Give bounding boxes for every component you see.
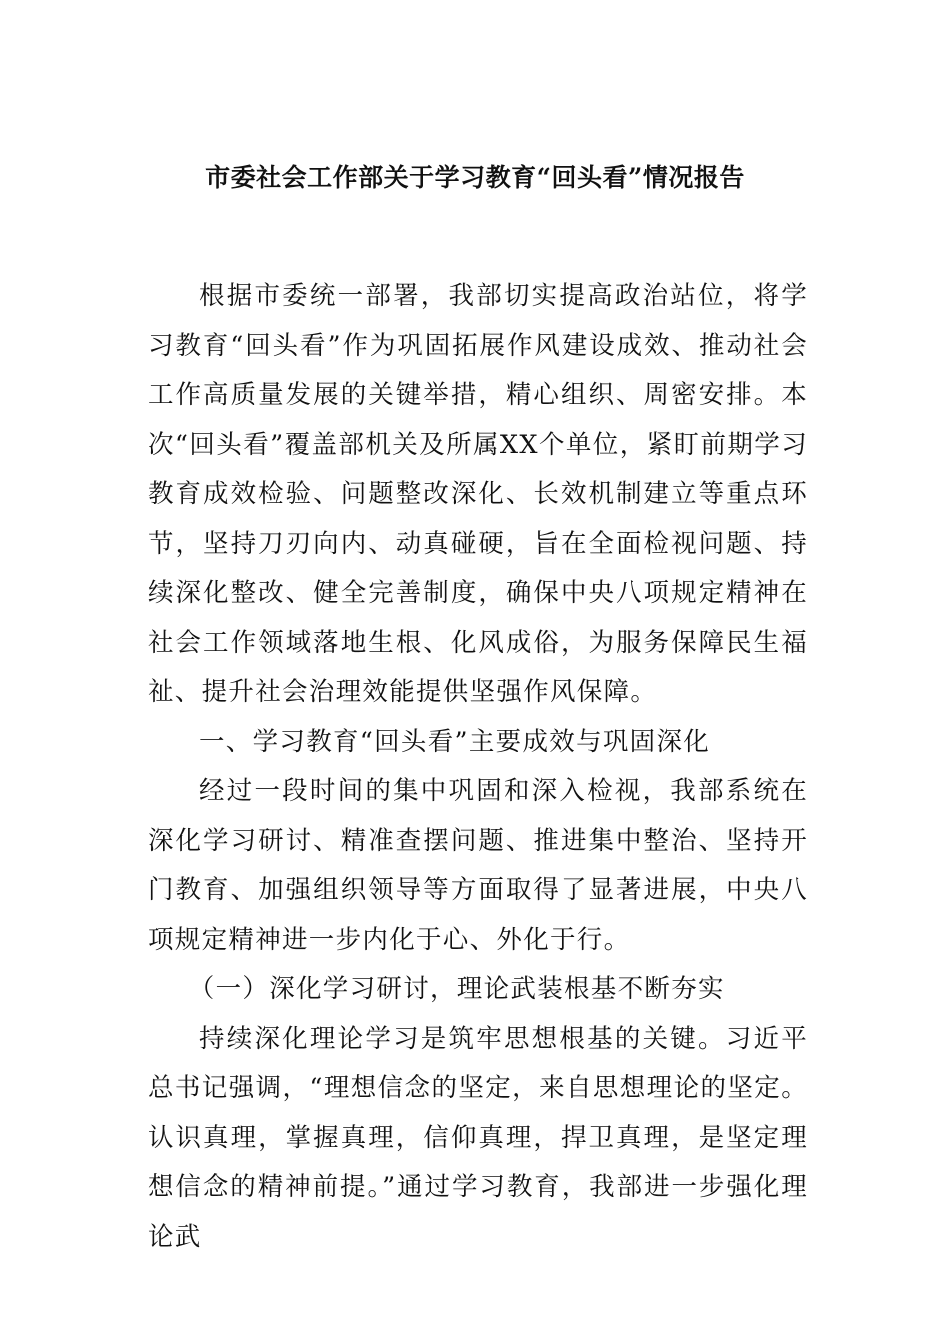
subsection-paragraph: 持续深化理论学习是筑牢思想根基的关键。习近平总书记强调，“理想信念的坚定，来自思想理论的坚定。认识真理，掌握真理，信仰真理，捍卫真理，是坚定理想信念的精神前提。”通过学习教育，我部进一步强化理论武 — [148, 1023, 808, 1252]
document-body — [148, 272, 808, 1262]
section-heading: 一、学习教育“回头看”主要成效与巩固深化 — [199, 726, 711, 757]
section-paragraph: 经过一段时间的集中巩固和深入检视，我部系统在深化学习研讨、精准查摆问题、推进集中整治、坚持开门教育、加强组织领导等方面取得了显著进展，中央八项规定精神进一步内化于心、外化于行。 — [148, 776, 808, 955]
intro-paragraph: 根据市委统一部署，我部切实提高政治站位，将学习教育“回头看”作为巩固拓展作风建设成效、推动社会工作高质量发展的关键举措，精心组织、周密安排。本次“回头看”覆盖部机关及所属XX个单位，紧盯前期学习教育成效检验、问题整改深化、长效机制建立等重点环节，坚持刀刃向内、动真碰硬，旨在全面检视问题、持续深化整改、健全完善制度，确保中央八项规定精神在社会工作领域落地生根、化风成俗，为服务保障民生福祉、提升社会治理效能提供坚强作风保障。 — [148, 281, 808, 707]
subsection-heading: （一）深化学习研讨，理论武装根基不断夯实 — [188, 974, 725, 1004]
document-title: 市委社会工作部关于学习教育“回头看”情况报告 — [205, 163, 745, 192]
